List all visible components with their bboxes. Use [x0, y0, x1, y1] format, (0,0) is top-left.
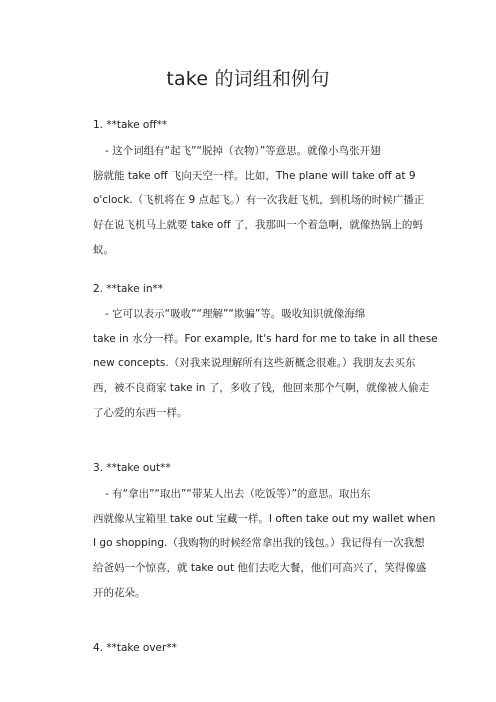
section-2-line-2: take in 水分一样。For example, It's hard for me to take in all these [93, 332, 438, 345]
section-2-heading: 2. **take in** [93, 283, 163, 295]
section-3-line-3: I go shopping.（我购物的时候经常拿出我的钱包。）我记得有一次我想 [93, 537, 425, 550]
section-3-line-1: - 有“拿出”“取出”“带某人出去（吃饭等）”的意思。取出东 [105, 488, 371, 500]
document-title: take 的词组和例句 [166, 68, 330, 90]
section-1-line-1: - 这个词组有“起飞”“脱掉（衣物）”等意思。就像小鸟张开翅 [105, 145, 381, 157]
section-3-line-5: 开的花朵。 [93, 586, 146, 599]
section-3-heading: 3. **take out** [93, 462, 171, 474]
section-1-line-4: 好在说飞机马上就要 take off 了，我那叫一个着急啊，就像热锅上的蚂 [93, 219, 423, 232]
section-3-line-4: 给爸妈一个惊喜，就 take out 他们去吃大餐，他们可高兴了，笑得像盛 [93, 562, 427, 575]
section-2-line-4: 西，被不良商家 take in 了，多收了钱，他回来那个气啊，就像被人偷走 [93, 382, 430, 395]
section-2-body [93, 302, 438, 425]
section-1-line-5: 蚁。 [93, 243, 114, 256]
section-3-line-2: 西就像从宝箱里 take out 宝藏一样。I often take out my wallet when [93, 512, 436, 525]
section-1-body [93, 139, 425, 262]
section-2-line-3: new concepts.（对我来说理解所有这些新概念很难。）我朋友去买东 [93, 357, 416, 370]
section-2-line-1: - 它可以表示“吸收”“理解”“欺骗”等。吸收知识就像海绵 [105, 308, 366, 320]
section-4-heading: 4. **take over** [93, 642, 177, 654]
section-3-body [93, 482, 436, 605]
section-1-line-3: o'clock.（飞机将在 9 点起飞。）有一次我赶飞机，到机场的时候广播正 [93, 194, 425, 207]
section-1-heading: 1. **take off** [93, 119, 168, 131]
section-1-line-2: 膀就能 take off 飞向天空一样。比如，The plane will take off at 9 [93, 169, 416, 182]
section-2-line-5: 了心爱的东西一样。 [93, 406, 188, 419]
